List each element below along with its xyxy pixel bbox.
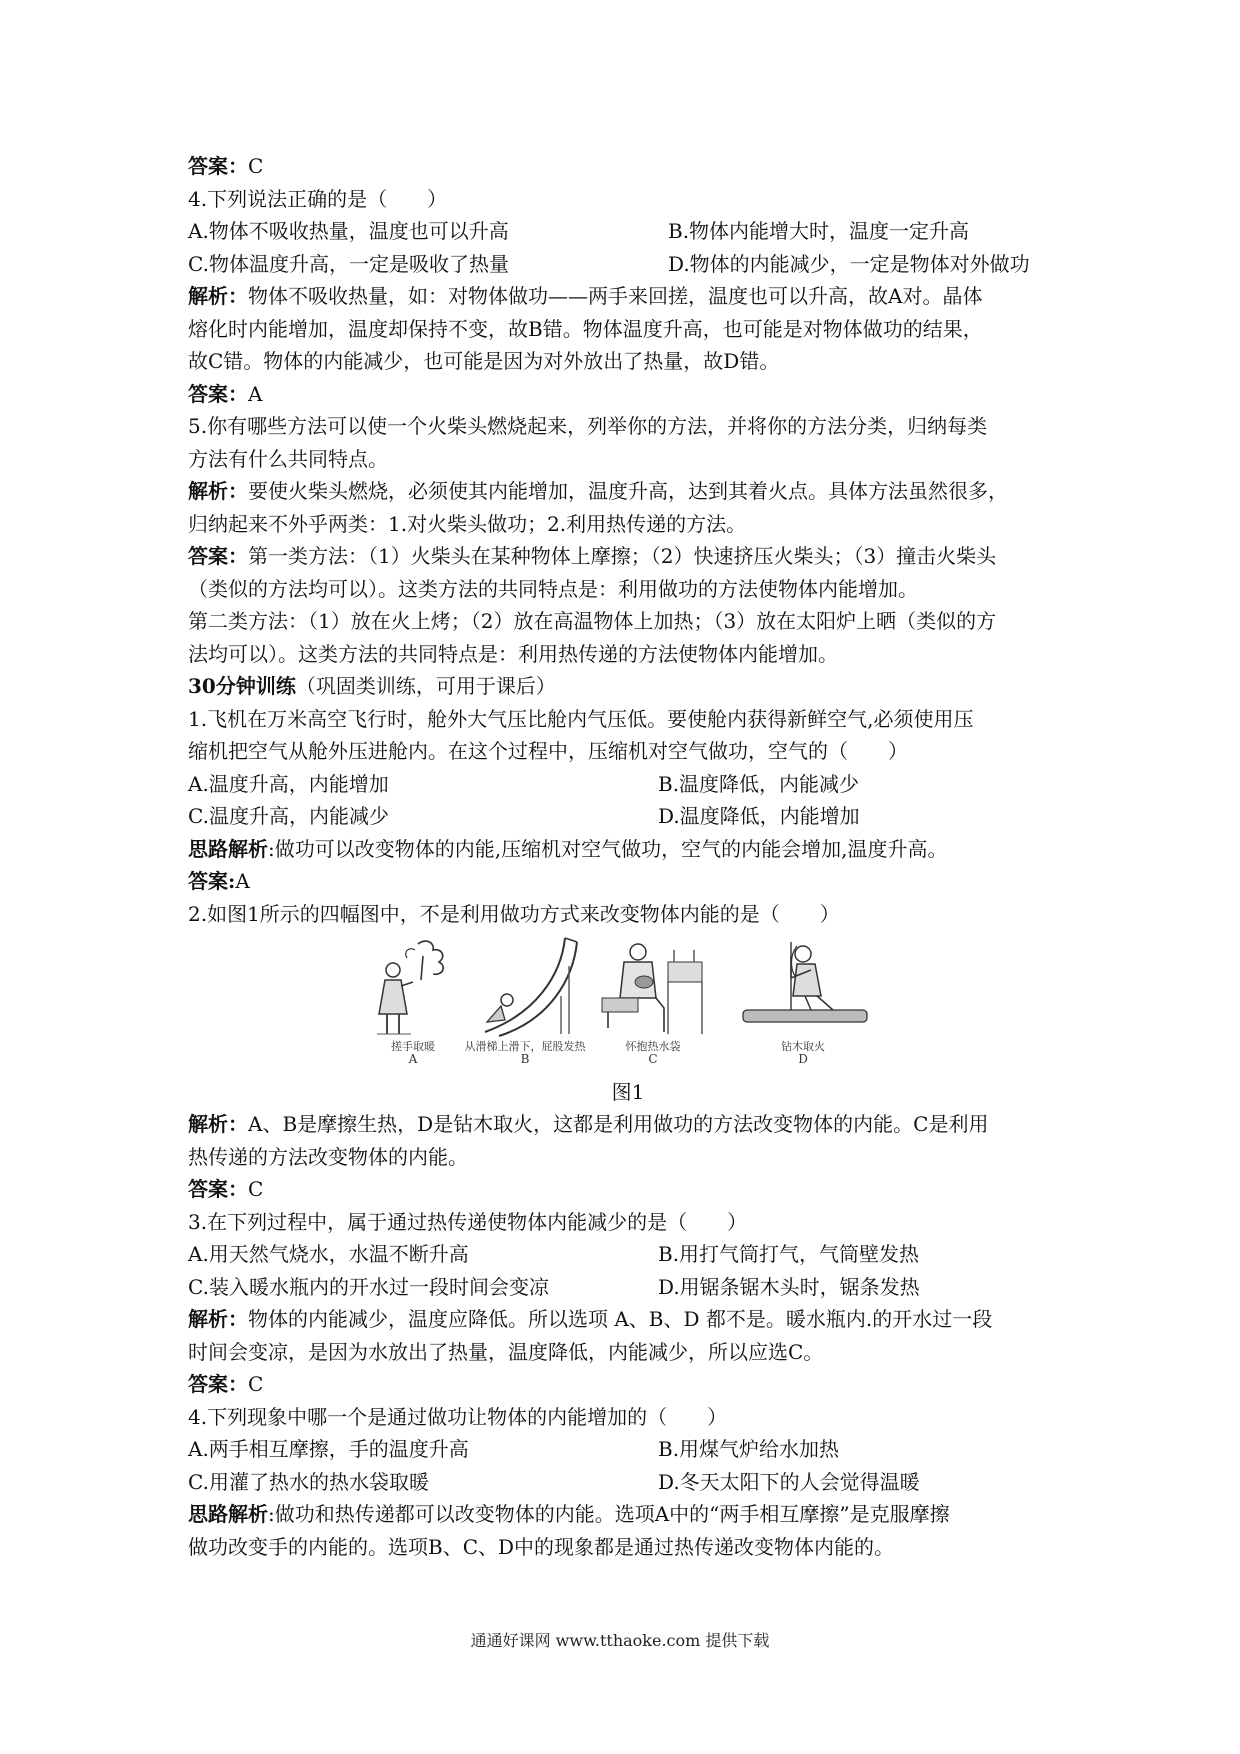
options-row [188, 800, 1068, 833]
text-line: 热传递的方法改变物体的内能。 [188, 1144, 468, 1169]
analysis-line [188, 280, 1068, 313]
option-d: D.冬天太阳下的人会觉得温暖 [658, 1469, 920, 1494]
answer-line [188, 1173, 1068, 1206]
option-d: D.物体的内能减少，一定是物体对外做功 [668, 251, 1030, 276]
option-d: D.温度降低，内能增加 [658, 804, 860, 828]
text-line: 做功改变手的内能的。选项B、C、D中的现象都是通过热传递改变物体内能的。 [188, 1534, 895, 1559]
answer-line [188, 865, 1068, 898]
panel-letter: A [408, 1052, 418, 1066]
slide-illustration [465, 936, 585, 1040]
text-line: 法均可以）。这类方法的共同特点是：利用热传递的方法使物体内能增加。 [188, 641, 838, 666]
analysis-label: 思路解析 [188, 1502, 268, 1526]
question-3: 3.在下列过程中，属于通过热传递使物体内能减少的是（ ） [188, 1209, 748, 1234]
figure-1 [348, 936, 908, 1086]
analysis-line [188, 1498, 1068, 1531]
question-2: 2.如图1所示的四幅图中，不是利用做功方式来改变物体内能的是（ ） [188, 901, 840, 926]
answer-value: C [248, 1177, 264, 1201]
text-line: 时间会变凉，是因为水放出了热量，温度降低，内能减少，所以应选C。 [188, 1339, 824, 1364]
question-4: 4.下列说法正确的是（ ） [188, 186, 448, 211]
options-row [188, 215, 1068, 248]
figure-panel-a [348, 936, 478, 1068]
question-5: 5.你有哪些方法可以使一个火柴头燃烧起来，列举你的方法，并将你的方法分类，归纳每类 [188, 414, 988, 438]
figure-panel-d [728, 936, 878, 1068]
answer-label: 答案： [188, 544, 248, 568]
option-a: A.两手相互摩擦，手的温度升高 [188, 1437, 469, 1461]
figure-title: 图1 [611, 1080, 645, 1104]
options-row [188, 248, 1068, 281]
analysis-text: :做功和热传递都可以改变物体的内能。选项A中的“两手相互摩擦”是克服摩擦 [268, 1502, 950, 1526]
answer-label: 答案： [188, 1177, 248, 1201]
option-d: D.用锯条锯木头时，锯条发热 [658, 1274, 920, 1299]
drilling-wood-illustration [733, 936, 873, 1040]
answer-value: A [235, 869, 250, 893]
answer-value: C [248, 1372, 264, 1396]
document-body [188, 150, 1068, 1563]
option-c: C.温度升高，内能减少 [188, 804, 389, 828]
option-b: B.温度降低，内能减少 [658, 771, 860, 796]
analysis-text: A、B是摩擦生热，D是钻木取火，这都是利用做功的方法改变物体的内能。C是利用 [248, 1112, 989, 1136]
panel-caption: 钻木取火 [781, 1040, 825, 1053]
analysis-text: 物体不吸收热量，如：对物体做功——两手来回搓，温度也可以升高，故A对。晶体 [248, 284, 983, 308]
panel-caption: 从滑梯上滑下，屁股发热 [464, 1040, 586, 1053]
figure-panel-b [460, 936, 590, 1068]
option-c: C.物体温度升高，一定是吸收了热量 [188, 251, 509, 276]
analysis-line [188, 833, 1068, 866]
panel-letter: D [798, 1052, 808, 1066]
answer-label: 答案: [188, 869, 236, 893]
options-row [188, 768, 1068, 801]
analysis-line [188, 475, 1068, 508]
analysis-text: 物体的内能减少，温度应降低。所以选项 A、B、D 都不是。暖水瓶内.的开水过一段 [248, 1307, 993, 1331]
section-note: （巩固类训练，可用于课后） [295, 674, 556, 698]
option-b: B.物体内能增大时，温度一定升高 [668, 219, 970, 243]
panel-caption: 搓手取暖 [391, 1040, 435, 1053]
answer-value: 第一类方法：（1）火柴头在某种物体上摩擦；（2）快速挤压火柴头；（3）撞击火柴头 [248, 544, 997, 568]
analysis-label: 解析： [188, 479, 248, 503]
question-1: 1.飞机在万米高空飞行时，舱外大气压比舱内气压低。要使舱内获得新鲜空气,必须使用压 [188, 706, 974, 731]
option-b: B.用煤气炉给水加热 [658, 1437, 840, 1461]
options-row [188, 1271, 1068, 1304]
option-a: A.用天然气烧水，水温不断升高 [188, 1242, 469, 1266]
option-c: C.用灌了热水的热水袋取暖 [188, 1469, 429, 1494]
answer-value: A [248, 381, 263, 406]
answer-label: 答案： [188, 381, 248, 406]
question-4b: 4.下列现象中哪一个是通过做功让物体的内能增加的（ ） [188, 1404, 728, 1429]
answer-value: C [248, 154, 264, 178]
panel-letter: B [520, 1052, 530, 1066]
text-line: 方法有什么共同特点。 [188, 446, 388, 471]
text-line: 故C错。物体的内能减少，也可能是因为对外放出了热量，故D错。 [188, 349, 780, 373]
text-line: 缩机把空气从舱外压进舱内。在这个过程中，压缩机对空气做功，空气的（ ） [188, 739, 908, 763]
analysis-line [188, 1303, 1068, 1336]
panel-letter: C [648, 1052, 658, 1066]
analysis-label: 思路解析 [188, 836, 268, 861]
options-row [188, 1433, 1068, 1466]
option-a: A.温度升高，内能增加 [188, 771, 389, 796]
options-row [188, 1238, 1068, 1271]
figure-panel-c [588, 936, 718, 1068]
page-footer: 通通好课网 www.tthaoke.com 提供下载 [470, 1631, 770, 1650]
rubbing-hands-illustration [363, 936, 463, 1040]
panel-caption: 怀抱热水袋 [625, 1040, 681, 1053]
analysis-label: 解析： [188, 284, 248, 308]
text-line: （类似的方法均可以）。这类方法的共同特点是：利用做功的方法使物体内能增加。 [188, 576, 918, 601]
answer-label: 答案： [188, 1372, 248, 1396]
answer-line [188, 378, 1068, 411]
analysis-label: 解析： [188, 1112, 248, 1136]
analysis-text: :做功可以改变物体的内能,压缩机对空气做功，空气的内能会增加,温度升高。 [268, 836, 948, 861]
analysis-text: 要使火柴头燃烧，必须使其内能增加，温度升高，达到其着火点。具体方法虽然很多， [248, 479, 1008, 503]
option-a: A.物体不吸收热量，温度也可以升高 [188, 219, 509, 243]
hot-water-bag-illustration [598, 936, 708, 1040]
analysis-label: 解析： [188, 1307, 248, 1331]
text-line: 第二类方法：（1）放在火上烤；（2）放在高温物体上加热；（3）放在太阳炉上晒（类似的方 [188, 609, 997, 633]
option-c: C.装入暖水瓶内的开水过一段时间会变凉 [188, 1274, 549, 1299]
answer-line [188, 540, 1068, 573]
options-row [188, 1466, 1068, 1499]
section-title: 30分钟训练 [188, 674, 296, 698]
option-b: B.用打气筒打气，气筒壁发热 [658, 1242, 920, 1266]
analysis-line [188, 1108, 1068, 1141]
section-heading [188, 670, 1068, 703]
text-line: 归纳起来不外乎两类：1.对火柴头做功；2.利用热传递的方法。 [188, 511, 747, 536]
answer-line [188, 1368, 1068, 1401]
answer-line [188, 150, 1068, 183]
text-line: 熔化时内能增加，温度却保持不变，故B错。物体温度升高，也可能是对物体做功的结果， [188, 316, 983, 341]
answer-label: 答案： [188, 154, 248, 178]
